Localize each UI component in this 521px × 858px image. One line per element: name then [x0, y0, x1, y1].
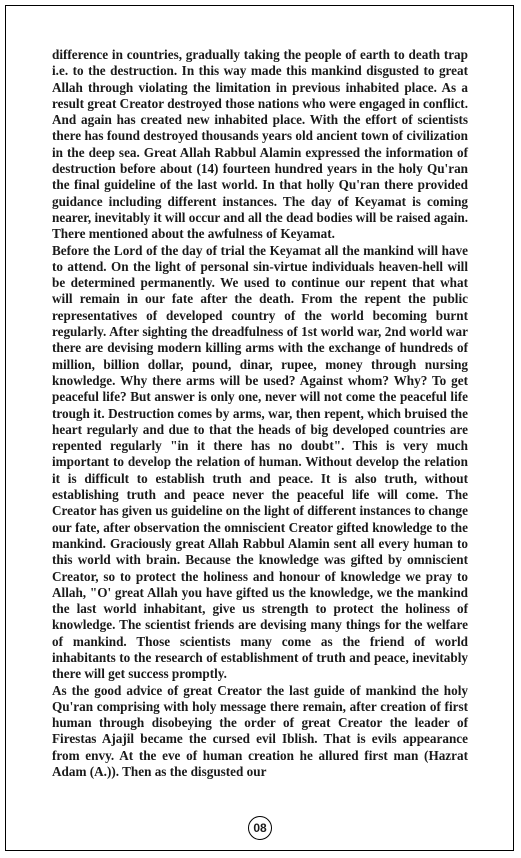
page-body-text [52, 47, 468, 780]
paragraph-creator-advice: As the good advice of great Creator the last guide of mankind the holy Qu'ran comprising with holy message there remain, after creation of first human through disobeying the order of great Creator the leader of Firestas Ajajil became the cursed evil Iblish. That is evils appearance from envy. At the eve of human creation he allured first man (Hazrat Adam (A.)). Then as the disgusted our [52, 682, 468, 780]
page-number-badge: 08 [248, 816, 272, 840]
paragraph-day-of-trial: Before the Lord of the day of trial the Keyamat all the mankind will have to attend. On the light of personal sin-virtue individuals heaven-hell will be determined permanently. We used to continue our repent that what will remain in our fate after the death. From the repent the public representatives of developed country of the world becoming burnt regularly. After sighting the dreadfulness of 1st world war, 2nd world war there are devising modern killing arms with the exchange of hundreds of million, billion dollar, pound, dinar, rupee, money through nursing knowledge. Why there arms will be used? Against whom? Why? To get peaceful life? But answer is only one, never will not come the peaceful life trough it. Destruction comes by arms, war, then repent, which bruised the heart regularly and due to that the heads of big developed countries are repented regularly "in it there has no doubt". This is very much important to develop the relation of human. Without develop the relation it is difficult to establish truth and peace. It is also truth, without establishing truth and peace never the peaceful life will come. The Creator has given us guideline on the light of different instances to change our fate, after observation the omniscient Creator gifted knowledge to the mankind. Graciously great Allah Rabbul Alamin sent all every human to this world with brain. Because the knowledge was gifted by omniscient Creator, so to protect the holiness and honour of knowledge we pray to Allah, "O' great Allah you have gifted us the knowledge, we the mankind the last world inhabitant, give us strength to protect the holiness of knowledge. The scientist friends are devising many things for the welfare of mankind. Those scientists many come as the friend of world inhabitants to the research of establishment of truth and peace, inevitably there will get success promptly. [52, 242, 468, 682]
paragraph-keyamat-destruction: difference in countries, gradually taking the people of earth to death trap i.e. to the destruction. In this way made this mankind disgusted to great Allah through violating the limitation in previous inhabited place. As a result great Creator destroyed those nations who were engaged in conflict. And again has created new inhabited place. With the effort of scientists there has found destroyed thousands years old ancient town of civilization in the deep sea. Great Allah Rabbul Alamin expressed the information of destruction before about (14) fourteen hundred years in the holy Qu'ran the final guideline of the last world. In that holly Qu'ran there provided guidance including different instances. The day of Keyamat is coming nearer, inevitably it will occur and all the dead bodies will be raised again. There mentioned about the awfulness of Keyamat. [52, 47, 468, 242]
